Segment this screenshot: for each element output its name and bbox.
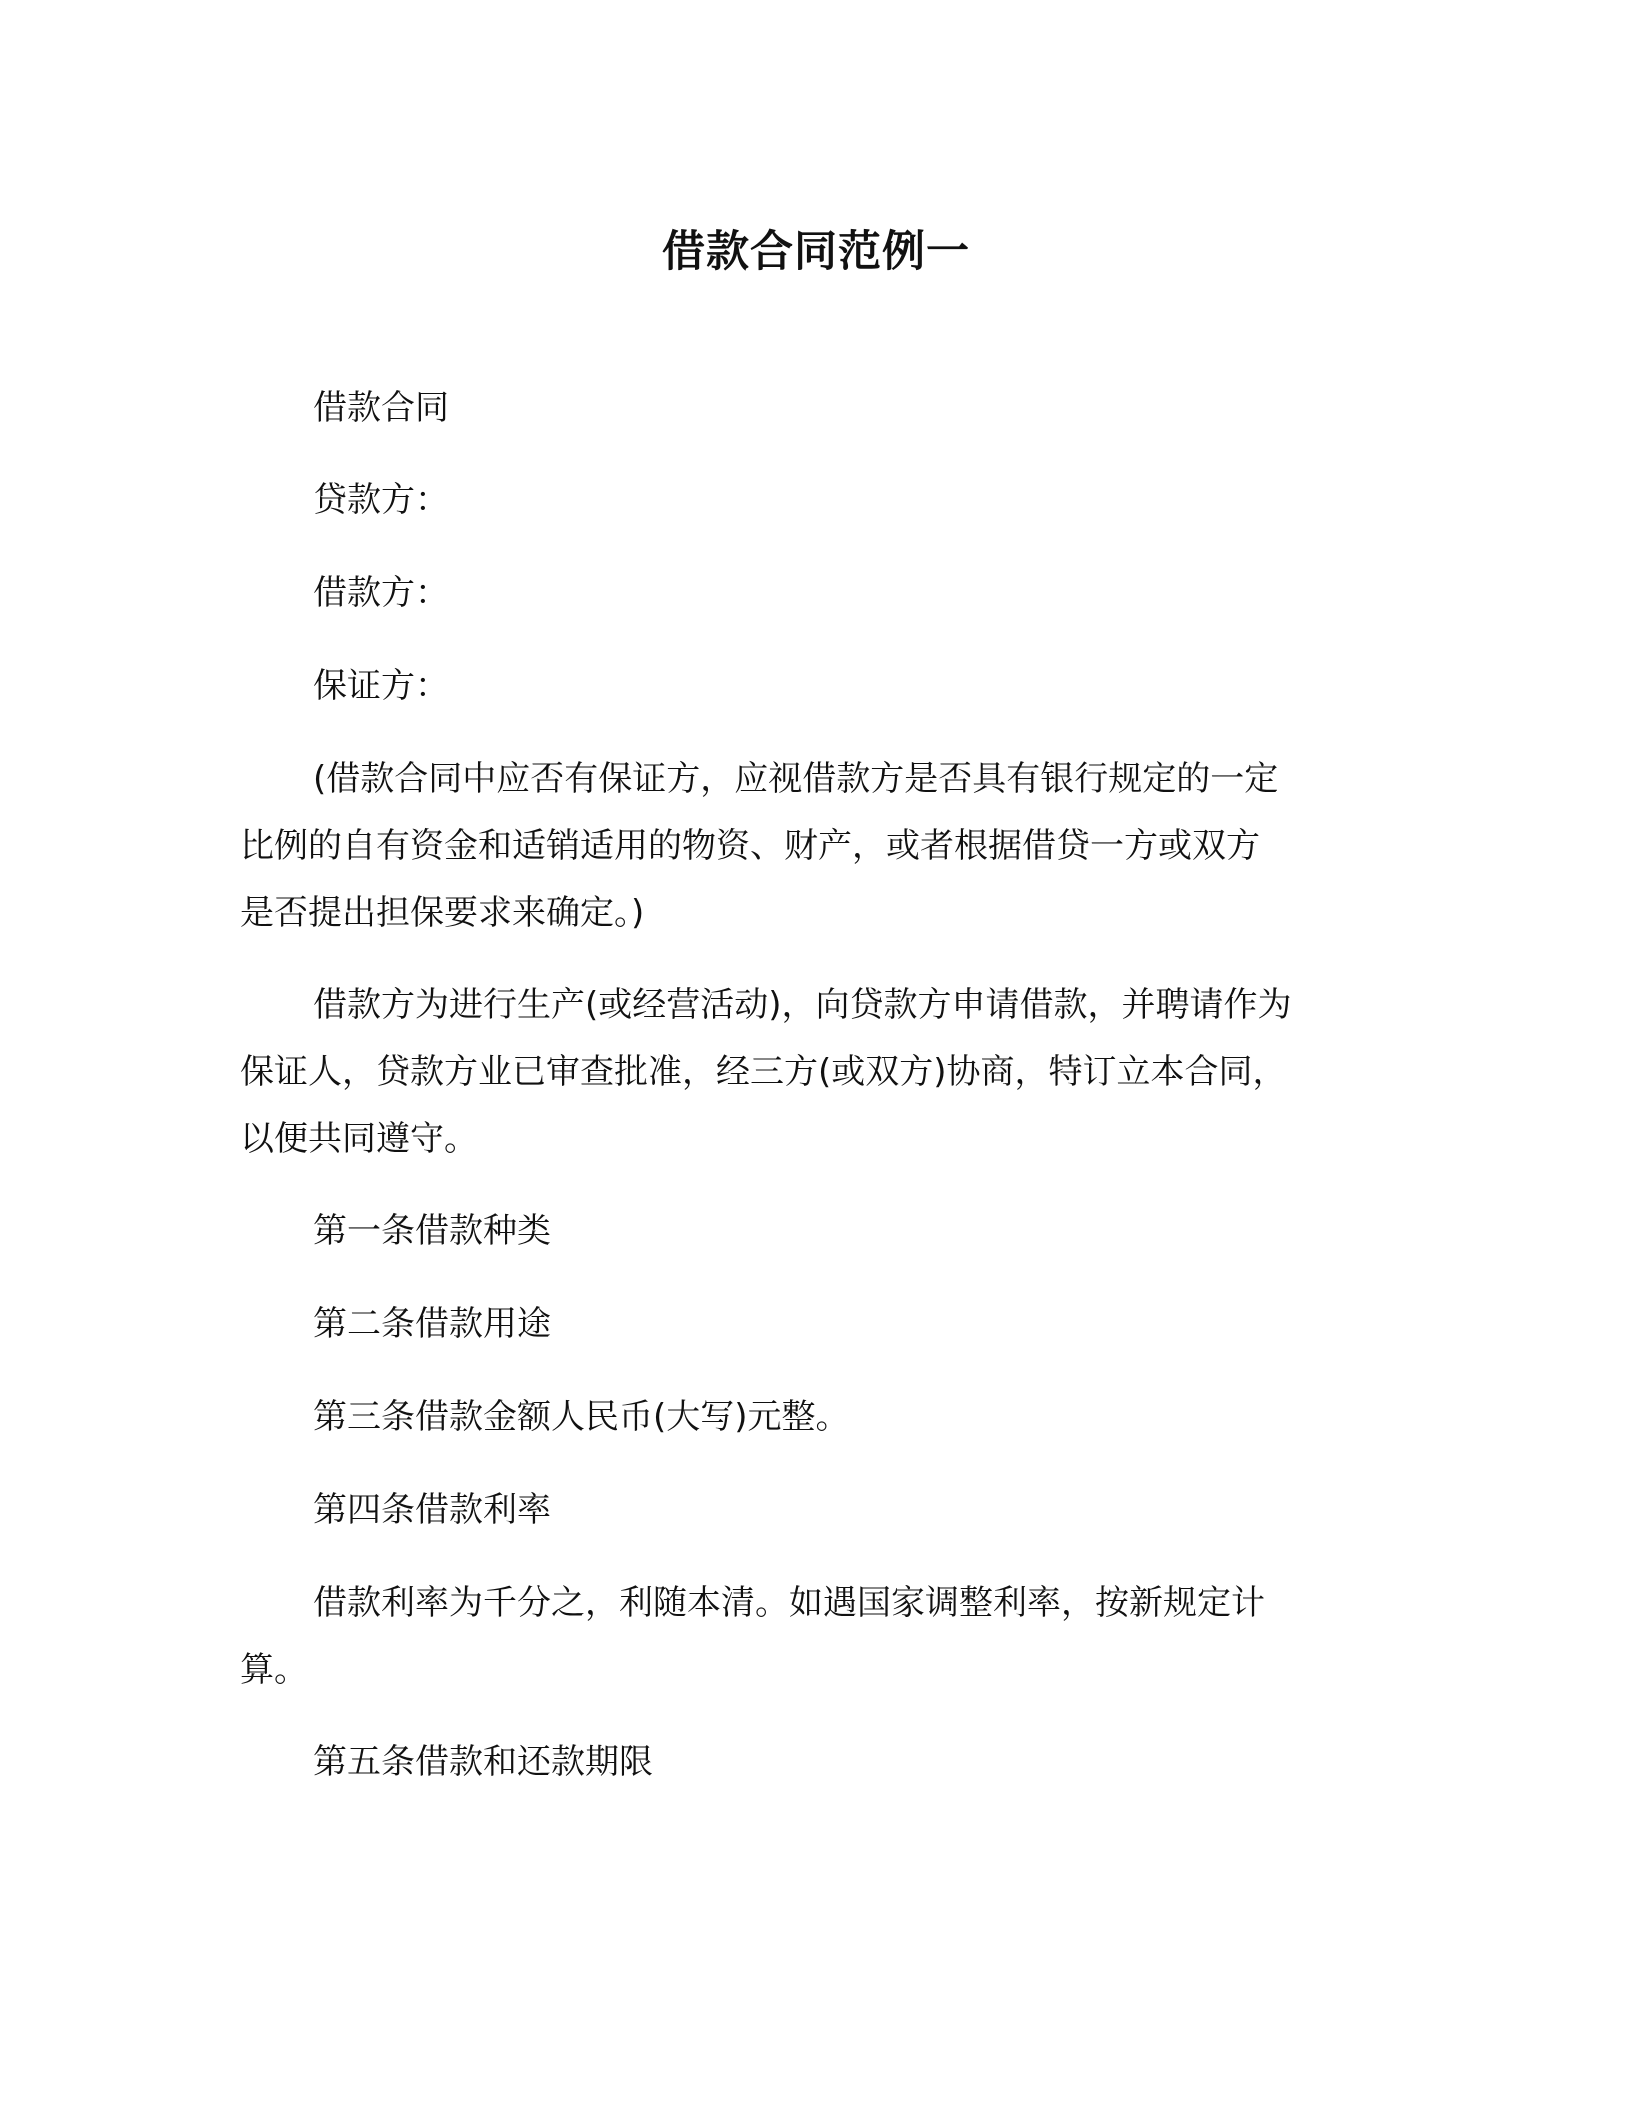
interest-line-1: 借款利率为千分之，利随本清。如遇国家调整利率，按新规定计 [313,1583,1265,1623]
article-2: 第二条借款用途 [313,1304,551,1344]
preamble-line-3: 以便共同遵守。 [240,1119,478,1159]
note-line-1: (借款合同中应否有保证方，应视借款方是否具有银行规定的一定 [313,759,1279,799]
article-5: 第五条借款和还款期限 [313,1742,653,1782]
guarantor-field: 保证方： [313,666,449,706]
document-title: 借款合同范例一 [662,227,970,277]
interest-line-2: 算。 [240,1650,308,1690]
borrower-field: 借款方： [313,573,449,613]
note-line-3: 是否提出担保要求来确定。) [240,893,645,933]
preamble-line-1: 借款方为进行生产(或经营活动)，向贷款方申请借款，并聘请作为 [313,985,1292,1025]
article-4: 第四条借款利率 [313,1490,551,1530]
lender-field: 贷款方： [313,480,449,520]
article-3: 第三条借款金额人民币(大写)元整。 [313,1397,850,1437]
preamble-line-2: 保证人，贷款方业已审查批准，经三方(或双方)协商，特订立本合同， [240,1052,1287,1092]
heading-contract: 借款合同 [313,388,449,428]
article-1: 第一条借款种类 [313,1211,551,1251]
note-line-2: 比例的自有资金和适销适用的物资、财产，或者根据借贷一方或双方 [240,826,1260,866]
